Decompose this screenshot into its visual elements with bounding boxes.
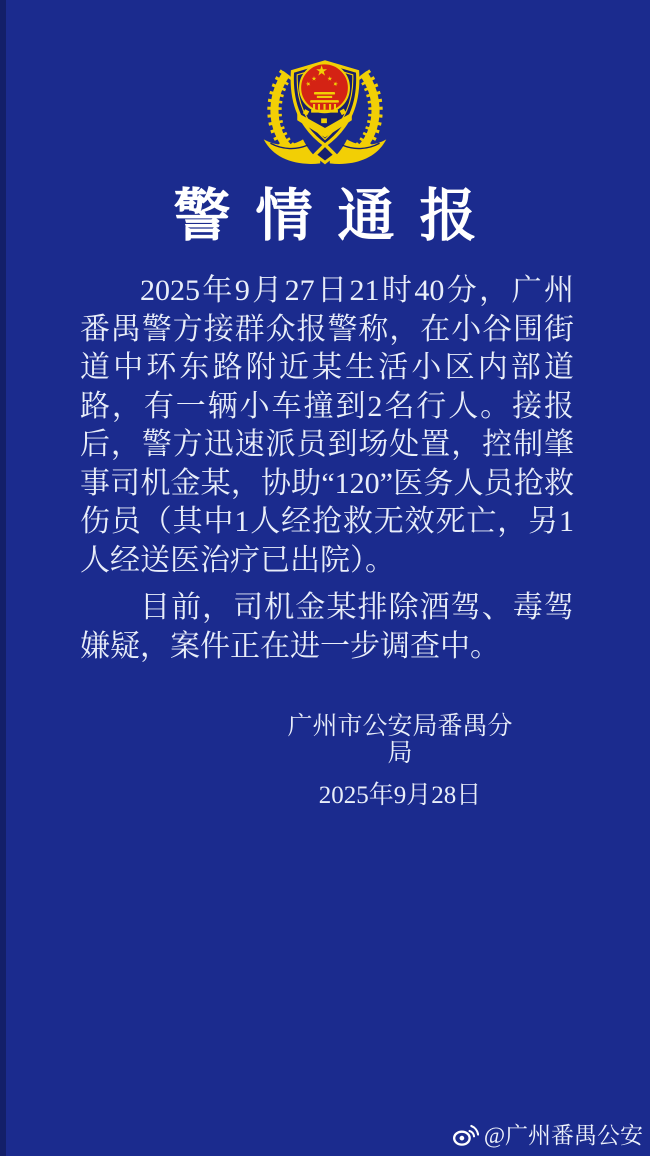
notice-paragraph-1: 2025年9月27日21时40分，广州番禺警方接群众报警称，在小谷围街道中环东路附近某生活小区内部道路，有一辆小车撞到2名行人。接报后，警方迅速派员到场处置，控制肇事司机金某，协助“120”医务人员抢救伤员（其中1人经抢救无效死亡，另1人经送医治疗已出院）。 — [80, 274, 574, 577]
signature-agency: 广州市公安局番禺分局 — [287, 713, 513, 767]
notice-title-char: 报 — [419, 185, 477, 248]
signature-block — [277, 713, 523, 809]
notice-body — [80, 272, 574, 666]
weibo-watermark — [452, 1123, 643, 1147]
notice-title-char: 情 — [255, 185, 313, 248]
notice-paragraph-2: 目前，司机金某排除酒驾、毒驾嫌疑，案件正在进一步调查中。 — [80, 591, 574, 663]
police-badge-icon — [258, 58, 392, 173]
signature-date: 2025年9月28日 — [318, 782, 482, 809]
notice-title-char: 通 — [337, 185, 395, 248]
left-edge-shadow — [0, 0, 6, 1156]
notice-title-char: 警 — [173, 185, 231, 248]
notice-title — [0, 185, 650, 248]
weibo-handle: @广州番禺公安 — [483, 1122, 643, 1148]
weibo-icon — [452, 1123, 479, 1147]
